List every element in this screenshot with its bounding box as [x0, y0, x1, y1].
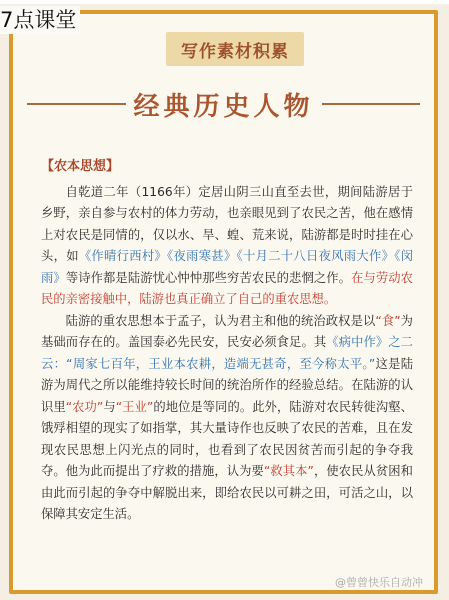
- p2-text-a: 陆游的重农思想本于孟子，认为君主和他的统治政权是以: [65, 313, 376, 328]
- header-label: 7点课堂: [0, 6, 80, 34]
- p2-text-b: 为基础而存在的。盖国泰必先民安，民安必须食足。其: [41, 313, 413, 349]
- paragraph-2: [41, 311, 413, 526]
- p1-text-b: 等诗作都是陆游忧心忡忡那些穷苦农民的悲惘之作。: [65, 270, 352, 285]
- p2-quote-3: “农功”: [65, 399, 104, 414]
- p2-text-d: 与: [103, 399, 116, 414]
- title-line-right: [322, 103, 421, 105]
- p2-quote-5: “救其本”: [263, 464, 314, 478]
- p2-quote-4: “王业”: [115, 399, 154, 414]
- title-row: [27, 86, 420, 122]
- top-strip: [0, 0, 449, 4]
- p1-quote-2: 《夜雨寒甚》: [167, 249, 237, 263]
- p1-quote-1: 《作晴行西村》: [78, 249, 168, 263]
- p1-emphasis: 在与劳动农民的亲密接触中，陆游也真正确立了自己的重农思想。: [41, 270, 413, 306]
- watermark: @曾曾快乐自动冲: [335, 576, 423, 589]
- p2-quote-1: “食”: [375, 313, 401, 328]
- title-line-left: [27, 103, 126, 105]
- section-heading: 【农本思想】: [41, 159, 120, 174]
- p2-quote-2: 《病中作》之二云：“周家七百年，王业本农耕，造端无甚奇，至今称太平。”: [41, 335, 413, 371]
- p1-quote-4: 《闵雨》: [41, 249, 413, 285]
- p1-text-a: 自乾道二年（1166年）定居山阴三山直至去世，期间陆游居于乡野，亲自参与农村的体力劳动，也亲眼见到了农民之苦，他在感情上对农民是同情的，仅以水、旱、蝗、荒来说，陆游都是时时挂在心头，如: [41, 184, 413, 263]
- page-title: 经典历史人物: [133, 91, 314, 122]
- p1-quote-3: 《十月二十八日夜风雨大作》: [236, 249, 395, 263]
- p2-text-e: 的地位是等同的。此外，陆游对农民转徙沟壑、饿殍相望的现实了如指掌，其大量诗作也反映了农民的苦难，且在发现农民思想上闪光点的同时，也看到了农民因贫苦而引起的争夺我夺。他为此而提出了疗救的措施，认为要: [41, 399, 413, 478]
- p2-text-f: ，使农民从贫困和由此而引起的争夺中解脱出来，即给农民以可耕之田，可活之山，以保障其安定生活。: [41, 464, 413, 521]
- article-body: [41, 156, 413, 526]
- category-badge: 写作素材积累: [166, 32, 304, 66]
- p2-text-c: 这是陆游为周代之所以能维持较长时间的统治所作的经验总结。在陆游的认识里: [41, 356, 413, 414]
- paragraph-1: [41, 182, 413, 311]
